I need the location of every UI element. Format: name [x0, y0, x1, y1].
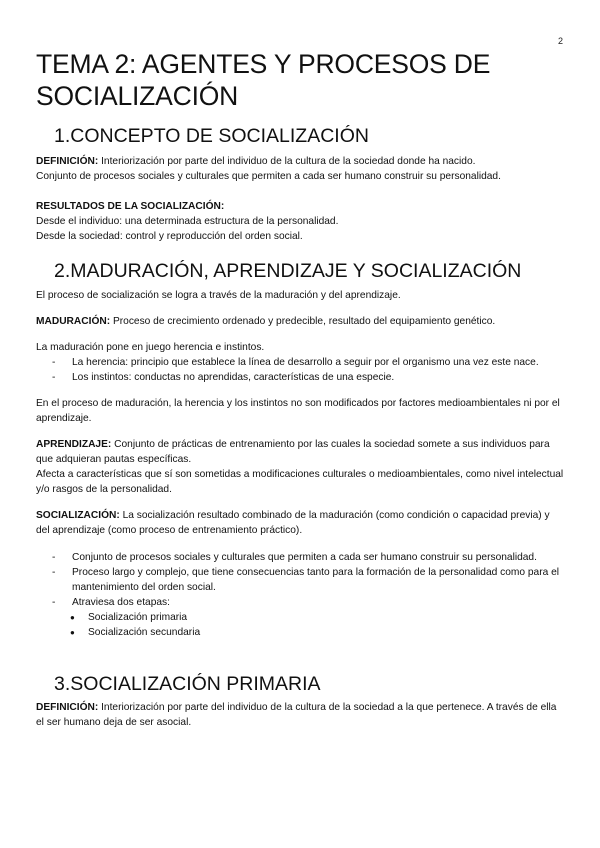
section-3-number: 3.: [54, 673, 71, 695]
document-body: [36, 48, 564, 730]
s3-definition: [36, 700, 564, 730]
title-line-2: SOCIALIZACIÓN: [36, 81, 239, 111]
s1-definition-label: DEFINICIÓN:: [36, 156, 99, 167]
s1-results-label: RESULTADOS DE LA SOCIALIZACIÓN:: [36, 201, 225, 212]
s1-results-individual: Desde el individuo: una determinada estructura de la personalidad.: [36, 216, 339, 227]
s2-maduracion-text: Proceso de crecimiento ordenado y predecible, resultado del equipamiento genético.: [110, 316, 496, 327]
s2-aprendizaje-text-2: Afecta a características que sí son sometidas a modificaciones culturales o medioambientales, como nivel intelectual y/o rasgos de la personalidad.: [36, 469, 564, 495]
title-line-1: TEMA 2: AGENTES Y PROCESOS DE: [36, 49, 491, 79]
section-1-heading: [36, 124, 564, 148]
section-2-heading: [36, 259, 564, 283]
s2-socializacion-label: SOCIALIZACIÓN:: [36, 510, 120, 521]
section-3-heading: [36, 672, 564, 696]
s2-socializacion-list: [36, 550, 564, 610]
s2-maduracion-pone: La maduración pone en juego herencia e instintos.: [36, 342, 265, 353]
section-3-title: SOCIALIZACIÓN PRIMARIA: [70, 673, 321, 695]
s1-definition: [36, 154, 564, 184]
section-2-title: MADURACIÓN, APRENDIZAJE Y SOCIALIZACIÓN: [70, 260, 522, 282]
s2-stages-list: [36, 610, 564, 640]
section-1-number: 1.: [54, 125, 71, 147]
list-item: ● Socialización secundaria: [70, 625, 564, 640]
s2-maduracion: [36, 314, 564, 329]
s2-socializacion: [36, 508, 564, 538]
s2-maduracion-list: [36, 355, 564, 385]
document-title: [36, 48, 564, 112]
page-number: 2: [558, 36, 564, 46]
s3-definition-text: Interiorización por parte del individuo de la cultura de la sociedad a la que pertenece. A través de ella el ser humano deja de ser asocial.: [36, 702, 557, 728]
list-item: - Atraviesa dos etapas:: [52, 595, 564, 610]
list-item: - Conjunto de procesos sociales y culturales que permiten a cada ser humano construir su personalidad.: [52, 550, 564, 565]
list-item: - Proceso largo y complejo, que tiene consecuencias tanto para la formación de la personalidad como para el mantenimiento del orden social.: [52, 565, 564, 595]
s1-definition-line-2: Conjunto de procesos sociales y culturales que permiten a cada ser humano construir su personalidad.: [36, 171, 501, 182]
s2-aprendizaje-text: Conjunto de prácticas de entrenamiento por las cuales la sociedad somete a sus individuos para que adquieran pautas específicas.: [36, 439, 550, 465]
list-item: - La herencia: principio que establece la línea de desarrollo a seguir por el organismo una vez este nace.: [52, 355, 564, 370]
s1-results-society: Desde la sociedad: control y reproducción del orden social.: [36, 231, 303, 242]
s1-definition-text: Interiorización por parte del individuo de la cultura de la sociedad donde ha nacido.: [98, 156, 476, 167]
section-1-title: CONCEPTO DE SOCIALIZACIÓN: [70, 125, 369, 147]
s3-definition-label: DEFINICIÓN:: [36, 702, 99, 713]
s1-results: [36, 199, 564, 244]
s2-maduracion-label: MADURACIÓN:: [36, 316, 111, 327]
section-2-number: 2.: [54, 260, 71, 282]
s2-aprendizaje-label: APRENDIZAJE:: [36, 439, 112, 450]
list-item: - Los instintos: conductas no aprendidas, características de una especie.: [52, 370, 564, 385]
list-item: ● Socialización primaria: [70, 610, 564, 625]
s2-aprendizaje: [36, 437, 564, 497]
s2-socializacion-text: La socialización resultado combinado de la maduración (como condición o capacidad previa) y del aprendizaje (como proceso de entrenamiento práctico).: [36, 510, 550, 536]
s2-maduracion-note: En el proceso de maduración, la herencia y los instintos no son modificados por factores medioambientales ni por el aprendizaje.: [36, 398, 560, 424]
s2-intro: El proceso de socialización se logra a través de la maduración y del aprendizaje.: [36, 290, 401, 301]
